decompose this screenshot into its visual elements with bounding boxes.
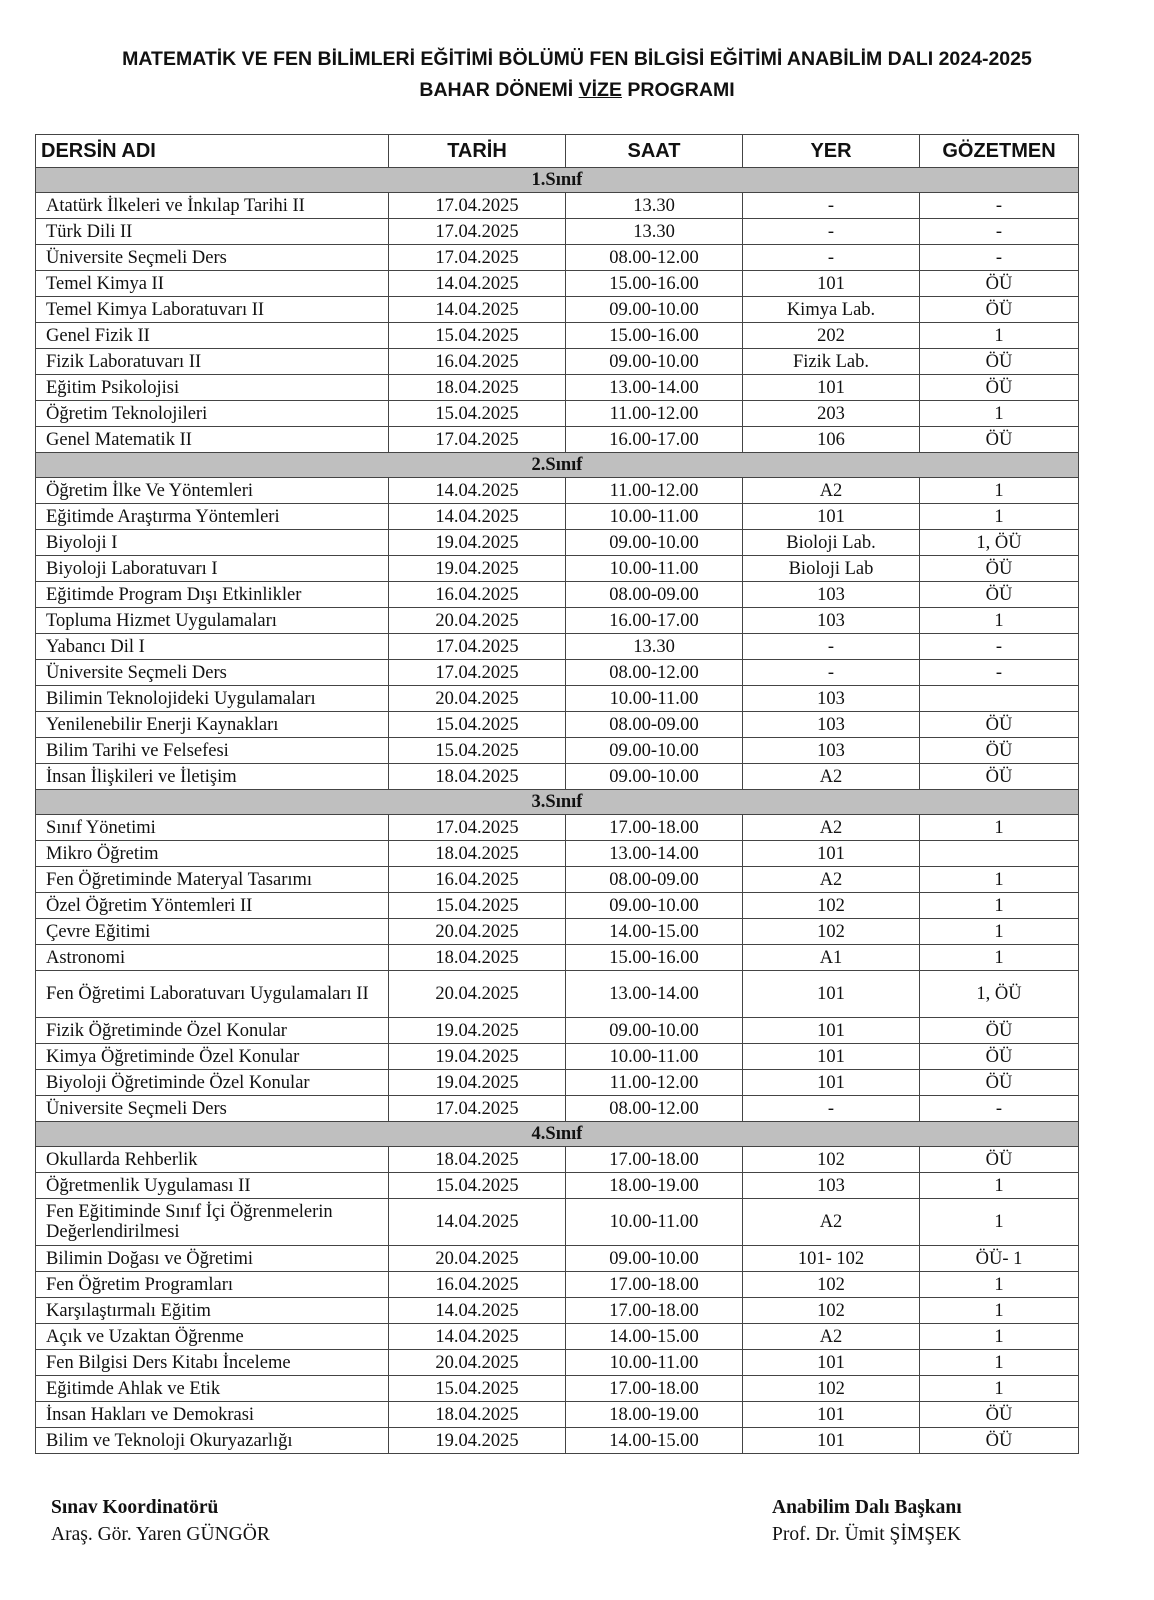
date-cell: 15.04.2025 <box>389 401 566 427</box>
proctor-cell <box>920 841 1079 867</box>
proctor-cell: 1 <box>920 919 1079 945</box>
proctor-cell: ÖÜ <box>920 271 1079 297</box>
table-row <box>36 919 1079 945</box>
location-cell: 103 <box>743 738 920 764</box>
course-name-cell: Eğitimde Program Dışı Etkinlikler <box>36 582 389 608</box>
date-cell: 15.04.2025 <box>389 1376 566 1402</box>
time-cell: 15.00-16.00 <box>566 323 743 349</box>
date-cell: 19.04.2025 <box>389 1044 566 1070</box>
course-name-cell: Astronomi <box>36 945 389 971</box>
title-line-2-underlined: VİZE <box>578 79 622 101</box>
department-head-title: Anabilim Dalı Başkanı <box>772 1497 962 1518</box>
location-cell: 103 <box>743 1173 920 1199</box>
class-group-row <box>36 790 1079 815</box>
date-cell: 14.04.2025 <box>389 271 566 297</box>
table-row <box>36 712 1079 738</box>
table-row <box>36 1428 1079 1454</box>
table-row <box>36 401 1079 427</box>
exam-coordinator-name: Araş. Gör. Yaren GÜNGÖR <box>51 1524 270 1545</box>
course-name-cell: Sınıf Yönetimi <box>36 815 389 841</box>
time-cell: 13.00-14.00 <box>566 971 743 1018</box>
time-cell: 17.00-18.00 <box>566 1147 743 1173</box>
table-row <box>36 323 1079 349</box>
proctor-cell: ÖÜ <box>920 1147 1079 1173</box>
course-name-cell: Eğitimde Araştırma Yöntemleri <box>36 504 389 530</box>
date-cell: 18.04.2025 <box>389 375 566 401</box>
exam-coordinator-title: Sınav Koordinatörü <box>51 1497 219 1518</box>
date-cell: 20.04.2025 <box>389 1350 566 1376</box>
header-date: TARİH <box>389 135 566 168</box>
location-cell: 202 <box>743 323 920 349</box>
location-cell: 101 <box>743 1070 920 1096</box>
table-row <box>36 1044 1079 1070</box>
class-group-label: 4.Sınıf <box>36 1122 1079 1147</box>
course-name-cell: Eğitim Psikolojisi <box>36 375 389 401</box>
location-cell: A2 <box>743 867 920 893</box>
course-name-cell: Bilim Tarihi ve Felsefesi <box>36 738 389 764</box>
location-cell: A2 <box>743 764 920 790</box>
exam-schedule-table <box>35 134 1079 1454</box>
time-cell: 14.00-15.00 <box>566 1324 743 1350</box>
header-location: YER <box>743 135 920 168</box>
date-cell: 14.04.2025 <box>389 1324 566 1350</box>
date-cell: 14.04.2025 <box>389 478 566 504</box>
date-cell: 16.04.2025 <box>389 349 566 375</box>
course-name-cell: Fen Öğretim Programları <box>36 1272 389 1298</box>
table-row <box>36 608 1079 634</box>
proctor-cell: 1 <box>920 504 1079 530</box>
signature-left <box>51 1494 270 1548</box>
proctor-cell: 1 <box>920 478 1079 504</box>
table-row <box>36 634 1079 660</box>
date-cell: 17.04.2025 <box>389 245 566 271</box>
proctor-cell: 1 <box>920 1324 1079 1350</box>
location-cell: 103 <box>743 712 920 738</box>
time-cell: 11.00-12.00 <box>566 478 743 504</box>
table-header-row <box>36 135 1079 168</box>
location-cell: A2 <box>743 1199 920 1246</box>
table-row <box>36 1018 1079 1044</box>
proctor-cell: ÖÜ <box>920 1402 1079 1428</box>
time-cell: 14.00-15.00 <box>566 1428 743 1454</box>
proctor-cell: ÖÜ- 1 <box>920 1246 1079 1272</box>
table-row <box>36 297 1079 323</box>
table-row <box>36 1199 1079 1246</box>
date-cell: 14.04.2025 <box>389 297 566 323</box>
table-row <box>36 686 1079 712</box>
time-cell: 17.00-18.00 <box>566 815 743 841</box>
time-cell: 09.00-10.00 <box>566 1246 743 1272</box>
proctor-cell: ÖÜ <box>920 1070 1079 1096</box>
date-cell: 14.04.2025 <box>389 1199 566 1246</box>
time-cell: 13.30 <box>566 193 743 219</box>
course-name-cell: Biyoloji I <box>36 530 389 556</box>
course-name-cell: Topluma Hizmet Uygulamaları <box>36 608 389 634</box>
proctor-cell: - <box>920 193 1079 219</box>
date-cell: 20.04.2025 <box>389 686 566 712</box>
table-row <box>36 245 1079 271</box>
course-name-cell: Karşılaştırmalı Eğitim <box>36 1298 389 1324</box>
course-name-cell: Mikro Öğretim <box>36 841 389 867</box>
table-row <box>36 219 1079 245</box>
table-row <box>36 427 1079 453</box>
date-cell: 20.04.2025 <box>389 919 566 945</box>
time-cell: 13.30 <box>566 219 743 245</box>
class-group-row <box>36 1122 1079 1147</box>
time-cell: 13.30 <box>566 634 743 660</box>
proctor-cell: 1 <box>920 893 1079 919</box>
date-cell: 14.04.2025 <box>389 1298 566 1324</box>
course-name-cell: Temel Kimya II <box>36 271 389 297</box>
time-cell: 17.00-18.00 <box>566 1272 743 1298</box>
course-name-cell: Temel Kimya Laboratuvarı II <box>36 297 389 323</box>
course-name-cell: Öğretim İlke Ve Yöntemleri <box>36 478 389 504</box>
course-name-cell: Fen Bilgisi Ders Kitabı İnceleme <box>36 1350 389 1376</box>
location-cell: 101 <box>743 1044 920 1070</box>
title-line-2-suffix: PROGRAMI <box>621 79 735 101</box>
course-name-cell: Türk Dili II <box>36 219 389 245</box>
time-cell: 08.00-12.00 <box>566 245 743 271</box>
course-name-cell: Genel Matematik II <box>36 427 389 453</box>
department-head-name: Prof. Dr. Ümit ŞİMŞEK <box>772 1524 962 1545</box>
proctor-cell: ÖÜ <box>920 712 1079 738</box>
table-row <box>36 1324 1079 1350</box>
location-cell: 106 <box>743 427 920 453</box>
time-cell: 17.00-18.00 <box>566 1298 743 1324</box>
table-row <box>36 1147 1079 1173</box>
course-name-cell: Yabancı Dil I <box>36 634 389 660</box>
location-cell: - <box>743 1096 920 1122</box>
time-cell: 10.00-11.00 <box>566 686 743 712</box>
proctor-cell: ÖÜ <box>920 556 1079 582</box>
class-group-label: 1.Sınıf <box>36 168 1079 193</box>
course-name-cell: Bilimin Doğası ve Öğretimi <box>36 1246 389 1272</box>
proctor-cell: ÖÜ <box>920 764 1079 790</box>
location-cell: 101 <box>743 375 920 401</box>
class-group-row <box>36 168 1079 193</box>
table-row <box>36 478 1079 504</box>
proctor-cell: 1 <box>920 323 1079 349</box>
date-cell: 17.04.2025 <box>389 634 566 660</box>
course-name-cell: Üniversite Seçmeli Ders <box>36 660 389 686</box>
proctor-cell: 1 <box>920 815 1079 841</box>
date-cell: 17.04.2025 <box>389 1096 566 1122</box>
proctor-cell: 1, ÖÜ <box>920 971 1079 1018</box>
table-row <box>36 1402 1079 1428</box>
date-cell: 20.04.2025 <box>389 1246 566 1272</box>
time-cell: 11.00-12.00 <box>566 1070 743 1096</box>
table-row <box>36 582 1079 608</box>
date-cell: 19.04.2025 <box>389 1428 566 1454</box>
date-cell: 18.04.2025 <box>389 841 566 867</box>
date-cell: 17.04.2025 <box>389 193 566 219</box>
table-row <box>36 945 1079 971</box>
table-row <box>36 1376 1079 1402</box>
location-cell: 102 <box>743 1376 920 1402</box>
location-cell: - <box>743 245 920 271</box>
time-cell: 10.00-11.00 <box>566 1199 743 1246</box>
location-cell: 101 <box>743 1350 920 1376</box>
date-cell: 18.04.2025 <box>389 945 566 971</box>
proctor-cell: ÖÜ <box>920 1018 1079 1044</box>
course-name-cell: Biyoloji Öğretiminde Özel Konular <box>36 1070 389 1096</box>
table-row <box>36 1272 1079 1298</box>
time-cell: 15.00-16.00 <box>566 945 743 971</box>
table-row <box>36 1246 1079 1272</box>
course-name-cell: Bilim ve Teknoloji Okuryazarlığı <box>36 1428 389 1454</box>
header-proctor: GÖZETMEN <box>920 135 1079 168</box>
time-cell: 18.00-19.00 <box>566 1173 743 1199</box>
proctor-cell <box>920 686 1079 712</box>
course-name-cell: Fizik Öğretiminde Özel Konular <box>36 1018 389 1044</box>
date-cell: 15.04.2025 <box>389 738 566 764</box>
time-cell: 09.00-10.00 <box>566 893 743 919</box>
course-name-cell: Açık ve Uzaktan Öğrenme <box>36 1324 389 1350</box>
time-cell: 18.00-19.00 <box>566 1402 743 1428</box>
proctor-cell: 1 <box>920 608 1079 634</box>
proctor-cell: - <box>920 660 1079 686</box>
time-cell: 13.00-14.00 <box>566 375 743 401</box>
time-cell: 16.00-17.00 <box>566 427 743 453</box>
date-cell: 19.04.2025 <box>389 556 566 582</box>
date-cell: 14.04.2025 <box>389 504 566 530</box>
location-cell: A2 <box>743 815 920 841</box>
header-time: SAAT <box>566 135 743 168</box>
location-cell: 102 <box>743 919 920 945</box>
table-row <box>36 1173 1079 1199</box>
course-name-cell: Öğretmenlik Uygulaması II <box>36 1173 389 1199</box>
date-cell: 17.04.2025 <box>389 660 566 686</box>
table-row <box>36 193 1079 219</box>
date-cell: 16.04.2025 <box>389 582 566 608</box>
proctor-cell: ÖÜ <box>920 1428 1079 1454</box>
title-line-2-prefix: BAHAR DÖNEMİ <box>419 79 579 101</box>
proctor-cell: ÖÜ <box>920 1044 1079 1070</box>
date-cell: 19.04.2025 <box>389 1070 566 1096</box>
title-line-1: MATEMATİK VE FEN BİLİMLERİ EĞİTİMİ BÖLÜMÜ FEN BİLGİSİ EĞİTİMİ ANABİLİM DALI 2024-2025 <box>122 48 1032 70</box>
location-cell: - <box>743 660 920 686</box>
time-cell: 11.00-12.00 <box>566 401 743 427</box>
course-name-cell: İnsan İlişkileri ve İletişim <box>36 764 389 790</box>
time-cell: 09.00-10.00 <box>566 349 743 375</box>
proctor-cell: - <box>920 245 1079 271</box>
time-cell: 14.00-15.00 <box>566 919 743 945</box>
date-cell: 17.04.2025 <box>389 427 566 453</box>
table-row <box>36 1350 1079 1376</box>
time-cell: 09.00-10.00 <box>566 297 743 323</box>
course-name-cell: Bilimin Teknolojideki Uygulamaları <box>36 686 389 712</box>
location-cell: Kimya Lab. <box>743 297 920 323</box>
time-cell: 10.00-11.00 <box>566 1044 743 1070</box>
proctor-cell: ÖÜ <box>920 349 1079 375</box>
date-cell: 18.04.2025 <box>389 764 566 790</box>
time-cell: 15.00-16.00 <box>566 271 743 297</box>
proctor-cell: ÖÜ <box>920 582 1079 608</box>
course-name-cell: Fizik Laboratuvarı II <box>36 349 389 375</box>
location-cell: 102 <box>743 893 920 919</box>
course-name-cell: Üniversite Seçmeli Ders <box>36 1096 389 1122</box>
table-row <box>36 271 1079 297</box>
date-cell: 18.04.2025 <box>389 1147 566 1173</box>
location-cell: 101 <box>743 1428 920 1454</box>
time-cell: 09.00-10.00 <box>566 1018 743 1044</box>
course-name-cell: Yenilenebilir Enerji Kaynakları <box>36 712 389 738</box>
time-cell: 08.00-12.00 <box>566 660 743 686</box>
course-name-cell: Atatürk İlkeleri ve İnkılap Tarihi II <box>36 193 389 219</box>
date-cell: 15.04.2025 <box>389 323 566 349</box>
time-cell: 09.00-10.00 <box>566 764 743 790</box>
proctor-cell: ÖÜ <box>920 297 1079 323</box>
proctor-cell: 1 <box>920 1376 1079 1402</box>
table-row <box>36 971 1079 1018</box>
course-name-cell: Çevre Eğitimi <box>36 919 389 945</box>
location-cell: Bioloji Lab. <box>743 530 920 556</box>
date-cell: 20.04.2025 <box>389 971 566 1018</box>
course-name-cell: Üniversite Seçmeli Ders <box>36 245 389 271</box>
table-row <box>36 375 1079 401</box>
location-cell: 103 <box>743 608 920 634</box>
time-cell: 08.00-09.00 <box>566 582 743 608</box>
proctor-cell: - <box>920 1096 1079 1122</box>
table-row <box>36 867 1079 893</box>
proctor-cell: 1 <box>920 867 1079 893</box>
date-cell: 19.04.2025 <box>389 530 566 556</box>
location-cell: 101 <box>743 1018 920 1044</box>
date-cell: 19.04.2025 <box>389 1018 566 1044</box>
proctor-cell: 1 <box>920 1272 1079 1298</box>
table-row <box>36 893 1079 919</box>
signature-right <box>772 1494 962 1548</box>
proctor-cell: ÖÜ <box>920 375 1079 401</box>
time-cell: 08.00-09.00 <box>566 712 743 738</box>
course-name-cell: Kimya Öğretiminde Özel Konular <box>36 1044 389 1070</box>
table-row <box>36 556 1079 582</box>
table-row <box>36 1298 1079 1324</box>
course-name-cell: İnsan Hakları ve Demokrasi <box>36 1402 389 1428</box>
course-name-cell: Fen Eğitiminde Sınıf İçi Öğrenmelerin Değerlendirilmesi <box>36 1199 389 1246</box>
location-cell: - <box>743 219 920 245</box>
location-cell: 203 <box>743 401 920 427</box>
course-name-cell: Fen Öğretiminde Materyal Tasarımı <box>36 867 389 893</box>
header-course-name: DERSİN ADI <box>36 135 389 168</box>
proctor-cell: 1 <box>920 401 1079 427</box>
date-cell: 17.04.2025 <box>389 219 566 245</box>
proctor-cell: 1 <box>920 945 1079 971</box>
time-cell: 16.00-17.00 <box>566 608 743 634</box>
time-cell: 10.00-11.00 <box>566 556 743 582</box>
location-cell: Bioloji Lab <box>743 556 920 582</box>
location-cell: 103 <box>743 686 920 712</box>
location-cell: 102 <box>743 1272 920 1298</box>
table-row <box>36 504 1079 530</box>
location-cell: A2 <box>743 1324 920 1350</box>
proctor-cell: ÖÜ <box>920 738 1079 764</box>
proctor-cell: - <box>920 634 1079 660</box>
table-row <box>36 530 1079 556</box>
location-cell: A1 <box>743 945 920 971</box>
table-row <box>36 764 1079 790</box>
table-row <box>36 815 1079 841</box>
location-cell: 101 <box>743 504 920 530</box>
location-cell: - <box>743 634 920 660</box>
location-cell: - <box>743 193 920 219</box>
location-cell: Fizik Lab. <box>743 349 920 375</box>
table-row <box>36 349 1079 375</box>
location-cell: 102 <box>743 1147 920 1173</box>
proctor-cell: 1 <box>920 1298 1079 1324</box>
date-cell: 20.04.2025 <box>389 608 566 634</box>
date-cell: 15.04.2025 <box>389 1173 566 1199</box>
course-name-cell: Öğretim Teknolojileri <box>36 401 389 427</box>
title-line-2 <box>0 75 1154 106</box>
course-name-cell: Özel Öğretim Yöntemleri II <box>36 893 389 919</box>
time-cell: 10.00-11.00 <box>566 504 743 530</box>
table-row <box>36 660 1079 686</box>
table-row <box>36 1070 1079 1096</box>
location-cell: 103 <box>743 582 920 608</box>
course-name-cell: Okullarda Rehberlik <box>36 1147 389 1173</box>
time-cell: 08.00-09.00 <box>566 867 743 893</box>
class-group-row <box>36 453 1079 478</box>
class-group-label: 2.Sınıf <box>36 453 1079 478</box>
course-name-cell: Genel Fizik II <box>36 323 389 349</box>
time-cell: 10.00-11.00 <box>566 1350 743 1376</box>
proctor-cell: ÖÜ <box>920 427 1079 453</box>
table-row <box>36 738 1079 764</box>
location-cell: 101- 102 <box>743 1246 920 1272</box>
table-row <box>36 1096 1079 1122</box>
location-cell: 101 <box>743 841 920 867</box>
time-cell: 17.00-18.00 <box>566 1376 743 1402</box>
date-cell: 15.04.2025 <box>389 893 566 919</box>
date-cell: 17.04.2025 <box>389 815 566 841</box>
location-cell: A2 <box>743 478 920 504</box>
time-cell: 08.00-12.00 <box>566 1096 743 1122</box>
proctor-cell: - <box>920 219 1079 245</box>
proctor-cell: 1, ÖÜ <box>920 530 1079 556</box>
document-title <box>0 44 1154 106</box>
time-cell: 09.00-10.00 <box>566 530 743 556</box>
date-cell: 15.04.2025 <box>389 712 566 738</box>
course-name-cell: Eğitimde Ahlak ve Etik <box>36 1376 389 1402</box>
table-body <box>36 168 1079 1454</box>
time-cell: 09.00-10.00 <box>566 738 743 764</box>
proctor-cell: 1 <box>920 1199 1079 1246</box>
time-cell: 13.00-14.00 <box>566 841 743 867</box>
course-name-cell: Fen Öğretimi Laboratuvarı Uygulamaları II <box>36 971 389 1018</box>
date-cell: 18.04.2025 <box>389 1402 566 1428</box>
date-cell: 16.04.2025 <box>389 1272 566 1298</box>
proctor-cell: 1 <box>920 1350 1079 1376</box>
class-group-label: 3.Sınıf <box>36 790 1079 815</box>
table-row <box>36 841 1079 867</box>
date-cell: 16.04.2025 <box>389 867 566 893</box>
proctor-cell: 1 <box>920 1173 1079 1199</box>
location-cell: 101 <box>743 971 920 1018</box>
location-cell: 102 <box>743 1298 920 1324</box>
location-cell: 101 <box>743 271 920 297</box>
location-cell: 101 <box>743 1402 920 1428</box>
course-name-cell: Biyoloji Laboratuvarı I <box>36 556 389 582</box>
